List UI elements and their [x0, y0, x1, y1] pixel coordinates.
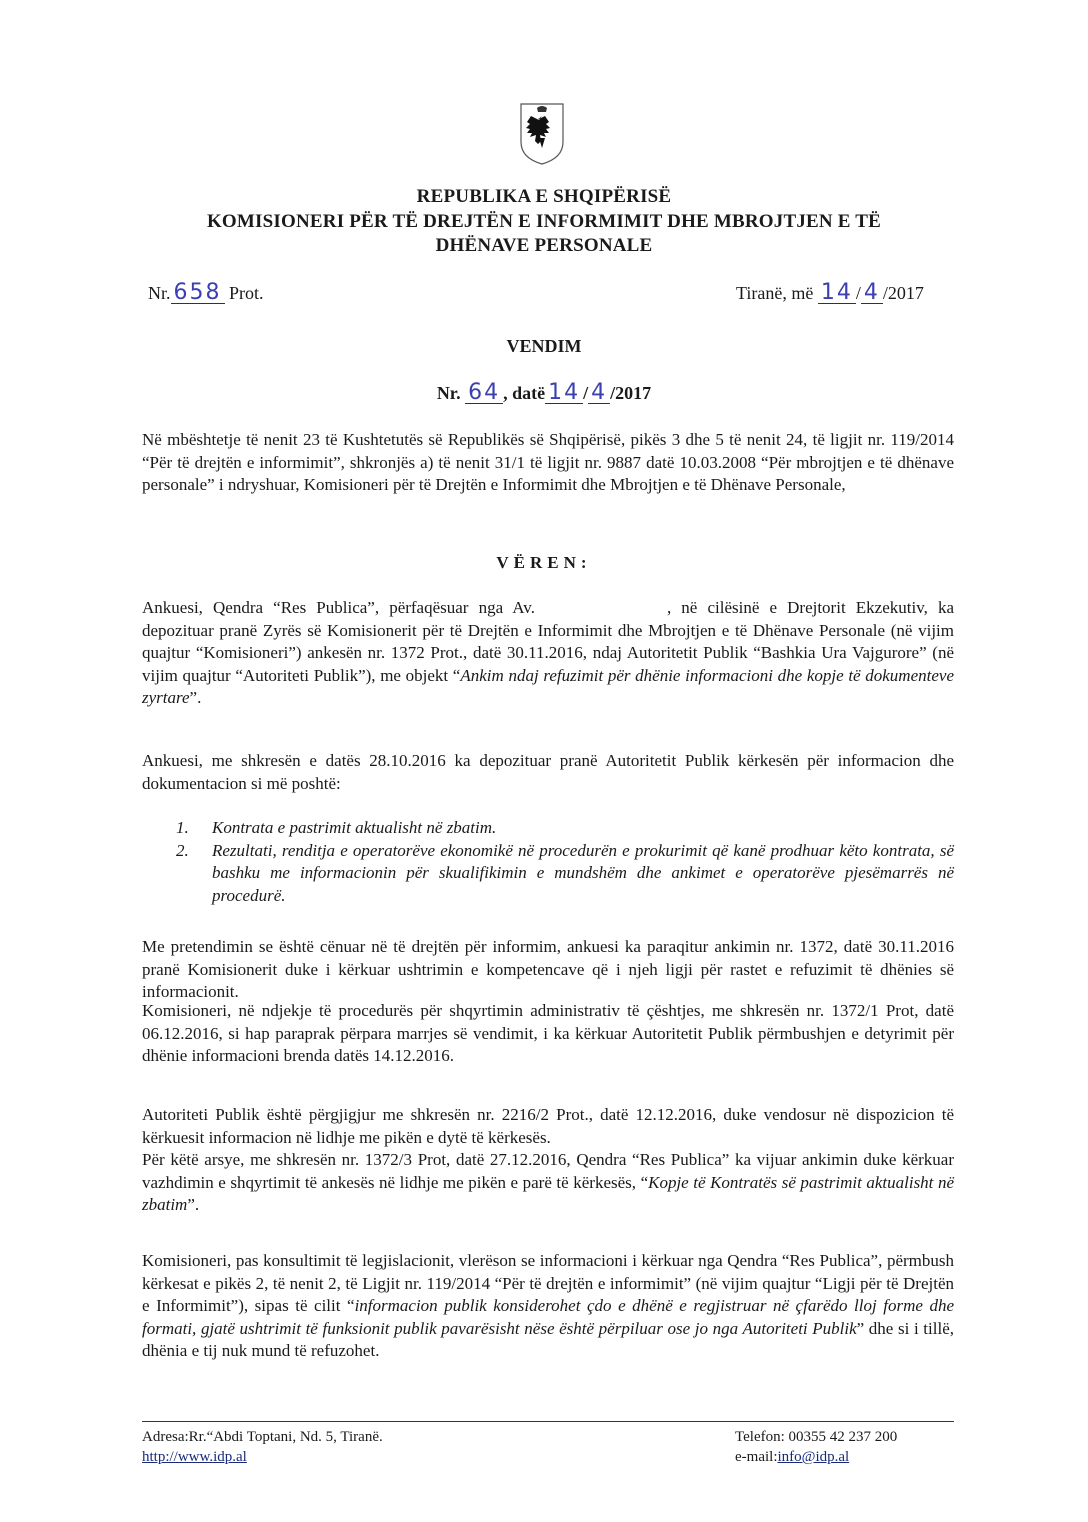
request-item-text: Kontrata e pastrimit aktualisht në zbatim.: [212, 818, 497, 837]
request-item: [164, 840, 954, 908]
continued-appeal-quote: Kopje të Kontratës së pastrimit aktualisht në zbatim: [142, 1172, 954, 1214]
protocol-nr-label: Nr.: [148, 283, 171, 303]
ref-day: 14: [818, 283, 856, 304]
footer-address: Adresa:Rr.“Abdi Toptani, Nd. 5, Tiranë.: [142, 1429, 383, 1445]
protocol-reference: [148, 280, 264, 305]
legal-basis-paragraph: Në mbështetje të nenit 23 të Kushtetutës së Republikës së Shqipërisë, pikës 3 dhe 5 të nenit 24, të ligjit nr. 119/2014 “Për të drejtën e informimit”, shkronjës a) të nenit 31/1 të ligjit nr. 9887 datë 10.03.2008 “Për mbrojtjen e të dhënave personale” i ndryshuar, Komisioneri për të Drejtën e Informimit dhe Mbrojtjen e të Dhënave Personale,: [142, 430, 954, 494]
complaint-closing: ”.: [189, 688, 202, 707]
veren-heading: VËREN:: [496, 553, 592, 572]
albanian-coat-of-arms-icon: [517, 96, 567, 166]
header-republic: REPUBLIKA E SHQIPËRISË: [416, 186, 672, 207]
assessment-closing: ” dhe si i tillë, dhënia e tij nuk mund të refuzohet.: [142, 1318, 954, 1360]
email-label: e-mail:: [735, 1449, 778, 1465]
footer-right: [735, 1427, 897, 1467]
request-paragraph: Ankuesi, me shkresën e datës 28.10.2016 ka depozituar pranë Autoritetit Publik kërkesën për informacion dhe dokumentacion si më poshtë:: [142, 751, 954, 793]
assessment-quote: informacion publik konsiderohet çdo e dhënë e regjistruar në çfarëdo lloj forme dhe formati, gjatë ushtrimit të funksionit publik pavarësisht nëse është përpiluar ose jo nga Autoriteti Publik: [142, 1296, 954, 1338]
website-link[interactable]: http://www.idp.al: [142, 1449, 247, 1465]
assessment-paragraph: [142, 1250, 954, 1363]
decision-number: 64: [465, 383, 503, 404]
place-date: Tiranë, më 14 / 4 /2017: [736, 280, 924, 305]
complaint-object: Ankim ndaj refuzimit për dhënie informacioni dhe kopje të dokumenteve zyrtare: [142, 665, 954, 707]
claim-paragraph: Me pretendimin se është cënuar në të drejtën për informim, ankuesi ka paraqitur ankimin nr. 1372, datë 30.11.2016 pranë Komisionerit duke i kërkuar ushtrimin e kompetencave që i njeh ligji për rastet e refuzimit të dhënies së informacionit.: [142, 937, 954, 1001]
complaint-paragraph: [142, 597, 954, 710]
decision-year: /2017: [610, 383, 652, 403]
decision-date-label: , datë: [503, 383, 546, 403]
footer-left: [142, 1427, 383, 1467]
ref-year: /2017: [882, 283, 924, 303]
assessment-text: Komisioneri, pas konsultimit të legjislacionit, vlerëson se informacioni i kërkuar nga Qendra “Res Publica”, përmbush kërkesat e pikës 2, të nenit 2, të Ligjit nr. 119/2014 “Për të drejtën e informimit” (në vijim quajtur “Ligji për të Drejtën e Informimit”), sipas të cilit “: [142, 1251, 954, 1315]
complaint-text-start: Ankuesi, Qendra “Res Publica”, përfaqësuar nga Av.: [142, 598, 535, 617]
protocol-number: 658: [171, 283, 225, 304]
decision-title: VENDIM: [506, 336, 582, 356]
place-label: Tiranë, më: [736, 283, 814, 303]
authority-response-paragraph: Autoriteti Publik është përgjigjur me shkresën nr. 2216/2 Prot., datë 12.12.2016, duke vendosur në dispozicion të kërkuesit informacion në lidhje me pikën e dytë të kërkesës.: [142, 1105, 954, 1147]
header-commissioner-line1: KOMISIONERI PËR TË DREJTËN E INFORMIMIT DHE MBROJTJEN E TË: [206, 211, 882, 232]
ref-month: 4: [861, 283, 883, 304]
request-item-number: 2.: [176, 840, 189, 860]
decision-day: 14: [545, 383, 583, 404]
continued-appeal-text: Për këtë arsye, me shkresën nr. 1372/3 Prot, datë 27.12.2016, Qendra “Res Publica” ka vijuar ankimin duke kërkuar vazhdimin e shqyrtimit të ankesës në lidhje me pikën e parë të kërkesës, “: [142, 1150, 954, 1192]
email-link[interactable]: info@idp.al: [777, 1449, 850, 1465]
header-commissioner-line2: DHËNAVE PERSONALE: [435, 235, 653, 256]
request-item-number: 1.: [176, 818, 189, 837]
complaint-text-middle: , në cilësinë e Drejtorit Ekzekutiv, ka depozituar pranë Zyrës së Komisionerit për të Drejtën e Informimit dhe Mbrojtjen e të Dhënave Personale (në vijim quajtur “Komisioneri”) ankesën nr. 1372 Prot., datë 30.11.2016, ndaj Autoritetit Publik “Bashkia Ura Vajgurore” (në vijim quajtur “Autoriteti Publik”), me objekt “: [142, 598, 954, 685]
footer-divider: [142, 1421, 954, 1422]
decision-month: 4: [588, 383, 610, 404]
request-item: [164, 817, 954, 840]
decision-nr-label: Nr.: [436, 383, 461, 403]
request-item-text: Rezultati, renditja e operatorëve ekonomikë në procedurën e prokurimit që kanë prodhuar këto kontrata, së bashku me informacionin për skualifikimin e mundshëm dhe ankimet e operatorëve pjesëmarrës në procedurë.: [212, 840, 954, 905]
request-items-list: [164, 817, 954, 907]
decision-number-date: Nr. 64 , datë 14 / 4 /2017: [436, 380, 652, 405]
protocol-suffix: Prot.: [229, 283, 264, 303]
footer-phone: Telefon: 00355 42 237 200: [735, 1429, 898, 1445]
commissioner-procedure-paragraph: Komisioneri, në ndjekje të procedurës për shqyrtimin administrativ të çështjes, me shkresën nr. 1372/1 Prot, datë 06.12.2016, si hap paraprak përpara marrjes së vendimit, i ka kërkuar Autoritetit Publik përmbushjen e detyrimit për dhënie informacioni brenda datës 14.12.2016.: [142, 1001, 954, 1065]
continued-appeal-closing: ”.: [187, 1195, 200, 1214]
continued-appeal-paragraph: [142, 1149, 954, 1217]
